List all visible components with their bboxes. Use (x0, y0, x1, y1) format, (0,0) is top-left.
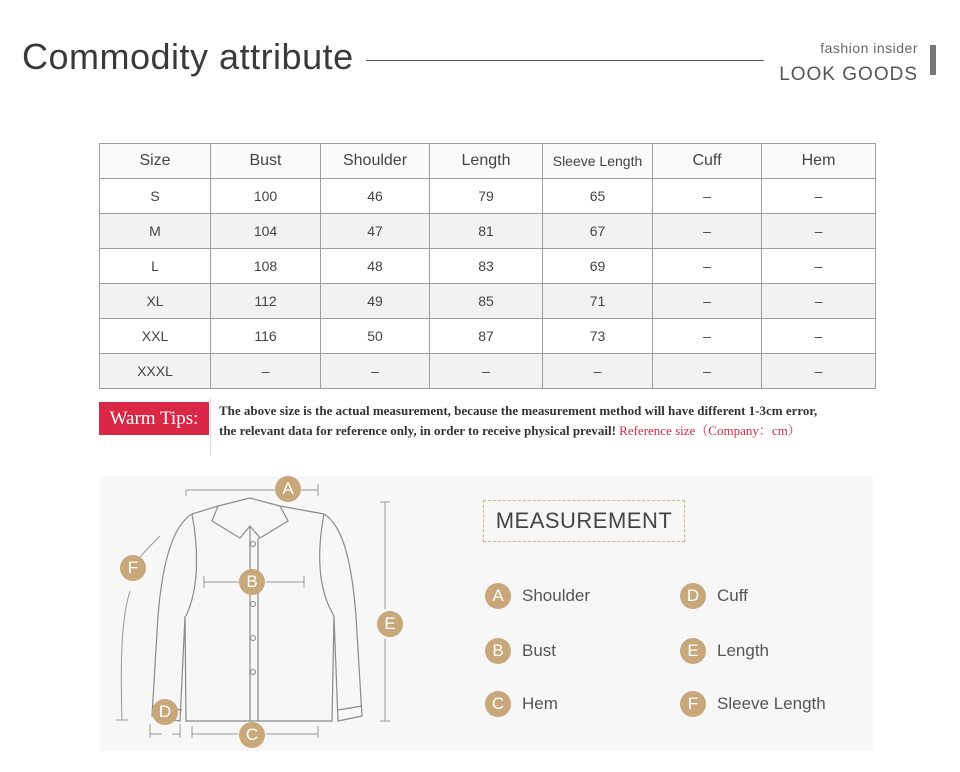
letter-c-icon: C (485, 691, 511, 717)
cell-cuff: – (653, 249, 762, 284)
cell-bust: – (211, 354, 321, 389)
tips-line-1: The above size is the actual measurement, because the measurement method will have different 1-3cm error, (219, 403, 818, 418)
header-bust: Bust (211, 144, 321, 179)
cell-cuff: – (653, 354, 762, 389)
cell-cuff: – (653, 214, 762, 249)
cell-hem: – (762, 214, 876, 249)
cell-length: – (430, 354, 543, 389)
cell-hem: – (762, 319, 876, 354)
cell-hem: – (762, 249, 876, 284)
cell-bust: 100 (211, 179, 321, 214)
header-size: Size (100, 144, 211, 179)
cell-hem: – (762, 284, 876, 319)
cell-bust: 112 (211, 284, 321, 319)
legend-item-shoulder (485, 583, 590, 609)
legend-item-hem (485, 691, 558, 717)
legend-label: Length (717, 641, 769, 660)
cell-shoulder: 50 (321, 319, 430, 354)
cell-sleeve-length: 73 (543, 319, 653, 354)
header-sleeve-length: Sleeve Length (543, 144, 653, 179)
legend-item-cuff (680, 583, 748, 609)
legend-item-bust (485, 638, 556, 664)
cell-length: 79 (430, 179, 543, 214)
cell-hem: – (762, 354, 876, 389)
warm-tips-badge: Warm Tips: (99, 402, 209, 435)
cell-shoulder: 47 (321, 214, 430, 249)
cell-shoulder: 46 (321, 179, 430, 214)
table-header-row (100, 144, 876, 179)
table-row (100, 319, 876, 354)
cell-size: S (100, 179, 211, 214)
letter-d-icon: D (680, 583, 706, 609)
cell-length: 85 (430, 284, 543, 319)
cell-length: 87 (430, 319, 543, 354)
cell-bust: 104 (211, 214, 321, 249)
brand-name: LOOK GOODS (779, 64, 918, 85)
marker-a-icon: A (275, 476, 301, 502)
table-row (100, 249, 876, 284)
cell-size: XL (100, 284, 211, 319)
cell-hem: – (762, 179, 876, 214)
marker-f-icon: F (120, 555, 146, 581)
marker-c-icon: C (239, 722, 265, 748)
tips-line-2-text: the relevant data for reference only, in order to receive physical prevail! (219, 423, 616, 438)
brand-accent-bar (930, 45, 936, 75)
table-row (100, 284, 876, 319)
table-row (100, 354, 876, 389)
reference-size-note: Reference size（Company：cm） (619, 423, 801, 438)
cell-cuff: – (653, 319, 762, 354)
cell-cuff: – (653, 284, 762, 319)
cell-shoulder: – (321, 354, 430, 389)
table-row (100, 214, 876, 249)
letter-b-icon: B (485, 638, 511, 664)
legend-label: Bust (522, 641, 557, 660)
cell-sleeve-length: – (543, 354, 653, 389)
letter-f-icon: F (680, 691, 706, 717)
marker-e-icon: E (377, 611, 403, 637)
cell-size: M (100, 214, 211, 249)
cell-bust: 108 (211, 249, 321, 284)
header-cuff: Cuff (653, 144, 762, 179)
cell-cuff: – (653, 179, 762, 214)
cell-length: 81 (430, 214, 543, 249)
legend-label: Hem (522, 694, 558, 713)
legend-item-sleeve-length (680, 691, 826, 717)
tips-line-2 (219, 421, 879, 441)
cell-shoulder: 48 (321, 249, 430, 284)
legend-item-length (680, 638, 769, 664)
tips-divider (210, 398, 211, 456)
brand-tagline: fashion insider (820, 40, 918, 56)
legend-label: Shoulder (522, 586, 591, 605)
cell-size: L (100, 249, 211, 284)
measurement-heading: MEASUREMENT (483, 500, 685, 542)
letter-a-icon: A (485, 583, 511, 609)
cell-sleeve-length: 71 (543, 284, 653, 319)
table-row (100, 179, 876, 214)
cell-sleeve-length: 69 (543, 249, 653, 284)
header-hem: Hem (762, 144, 876, 179)
header-length: Length (430, 144, 543, 179)
cell-size: XXXL (100, 354, 211, 389)
title-divider (366, 60, 764, 61)
letter-e-icon: E (680, 638, 706, 664)
size-table (99, 143, 876, 389)
cell-sleeve-length: 65 (543, 179, 653, 214)
cell-shoulder: 49 (321, 284, 430, 319)
cell-length: 83 (430, 249, 543, 284)
page-title: Commodity attribute (22, 36, 354, 77)
warm-tips-text (219, 401, 879, 441)
header-shoulder: Shoulder (321, 144, 430, 179)
legend-label: Cuff (717, 586, 748, 605)
cell-size: XXL (100, 319, 211, 354)
cell-bust: 116 (211, 319, 321, 354)
marker-d-icon: D (152, 699, 178, 725)
marker-b-icon: B (239, 569, 265, 595)
cell-sleeve-length: 67 (543, 214, 653, 249)
legend-label: Sleeve Length (717, 694, 826, 713)
